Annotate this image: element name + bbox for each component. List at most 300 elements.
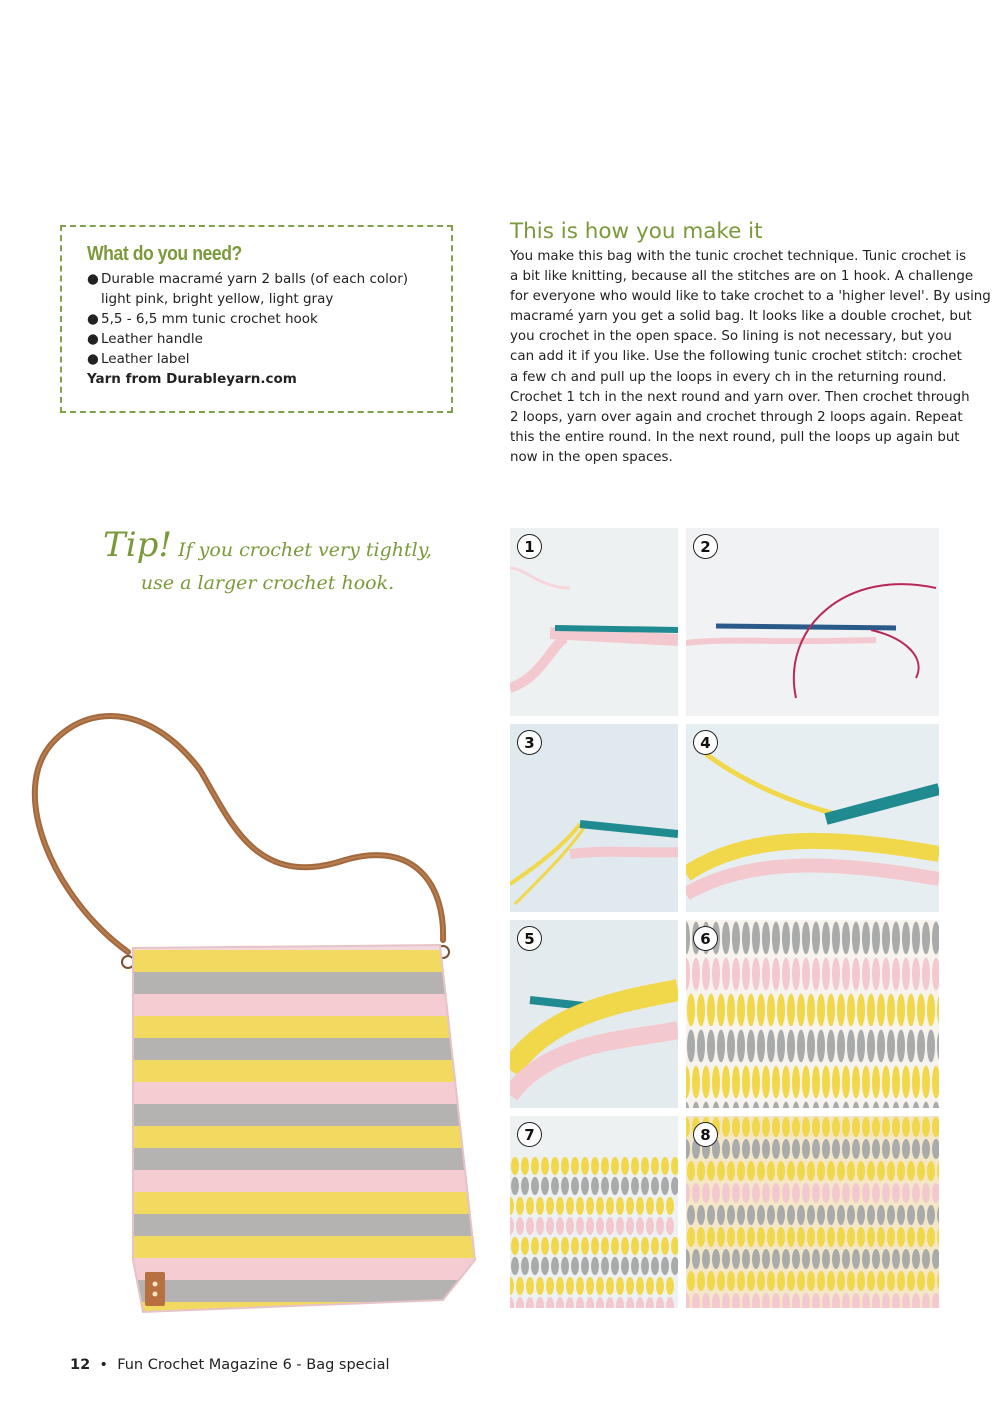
yarn-stitch	[867, 1030, 875, 1063]
yarn-stitch	[822, 1066, 830, 1099]
yarn-stitch	[687, 1227, 695, 1247]
yarn-stitch	[867, 1227, 875, 1247]
bag-stripe	[115, 1280, 490, 1302]
yarn-stitch	[822, 1183, 830, 1203]
yarn-stitch	[732, 1117, 740, 1137]
yarn-stitch	[727, 1271, 735, 1291]
yarn-stitch	[792, 1183, 800, 1203]
yarn-stitch	[661, 1237, 669, 1255]
yarn-stitch	[626, 1197, 634, 1215]
yarn-stitch	[646, 1197, 654, 1215]
yarn-stitch	[832, 1066, 840, 1099]
yarn-stitch	[882, 1249, 890, 1269]
yarn-stitch	[692, 958, 700, 991]
yarn-stitch	[797, 994, 805, 1027]
yarn-stitch	[762, 1249, 770, 1269]
yarn-stitch	[742, 1183, 750, 1203]
yarn-stitch	[616, 1277, 624, 1295]
yarn-stitch	[661, 1177, 669, 1195]
yarn-stitch	[892, 1066, 900, 1099]
yarn-stitch	[787, 1271, 795, 1291]
yarn-stitch	[511, 1157, 519, 1175]
yarn-stitch	[892, 922, 900, 955]
bag-stripe	[115, 1082, 490, 1104]
yarn-stitch	[661, 1257, 669, 1275]
yarn-stitch	[857, 994, 865, 1027]
yarn-stitch	[697, 1030, 705, 1063]
yarn-stitch	[807, 994, 815, 1027]
yarn-stitch	[852, 1117, 860, 1137]
yarn-stitch	[596, 1277, 604, 1295]
bag-stripe	[115, 950, 490, 972]
yarn-stitch	[511, 1257, 519, 1275]
yarn-stitch	[606, 1197, 614, 1215]
yarn-stitch	[922, 958, 930, 991]
yarn-stitch	[762, 1117, 770, 1137]
yarn-stitch	[847, 994, 855, 1027]
yarn-stitch	[752, 958, 760, 991]
yarn-stitch	[927, 1271, 935, 1291]
page-number: 12	[70, 1357, 91, 1373]
yarn-stitch	[601, 1157, 609, 1175]
yarn-stitch	[566, 1217, 574, 1235]
yarn-stitch	[837, 1030, 845, 1063]
yarn-stitch	[912, 1183, 920, 1203]
yarn-stitch	[887, 1205, 895, 1225]
yarn-stitch	[687, 1161, 695, 1181]
yarn-stitch	[576, 1217, 584, 1235]
yarn-stitch	[717, 994, 725, 1027]
yarn-stitch	[732, 1249, 740, 1269]
yarn-stitch	[887, 1271, 895, 1291]
yarn-stitch	[877, 1030, 885, 1063]
yarn-stitch	[742, 1139, 750, 1159]
yarn-stitch	[651, 1157, 659, 1175]
yarn-stitch	[852, 1183, 860, 1203]
yarn-stitch	[797, 1205, 805, 1225]
yarn-stitch	[561, 1157, 569, 1175]
yarn-stitch	[857, 1227, 865, 1247]
yarn-stitch	[707, 994, 715, 1027]
yarn-stitch	[792, 922, 800, 955]
yarn-stitch	[912, 1249, 920, 1269]
bag-stripe	[115, 1258, 490, 1280]
step-photo-grid	[510, 528, 939, 1308]
materials-item: ● Durable macramé yarn 2 balls (of each color)	[87, 271, 409, 287]
yarn-stitch	[606, 1217, 614, 1235]
step-number-badge: 5	[517, 926, 542, 951]
yarn-stitch	[832, 1139, 840, 1159]
yarn-stitch	[802, 1249, 810, 1269]
yarn-stitch	[536, 1277, 544, 1295]
yarn-stitch	[897, 1205, 905, 1225]
yarn-stitch	[907, 994, 915, 1027]
yarn-stitch	[692, 1249, 700, 1269]
yarn-stitch	[867, 1161, 875, 1181]
yarn-stitch	[551, 1237, 559, 1255]
bag-stripe	[115, 1038, 490, 1060]
yarn-stitch	[732, 1183, 740, 1203]
yarn-stitch	[621, 1237, 629, 1255]
yarn-stitch	[727, 1030, 735, 1063]
yarn-stitch	[817, 1030, 825, 1063]
yarn-stitch	[817, 1205, 825, 1225]
yarn-stitch	[862, 1183, 870, 1203]
yarn-stitch	[797, 1030, 805, 1063]
yarn-stitch	[702, 1183, 710, 1203]
yarn-stitch	[541, 1177, 549, 1195]
yarn-stitch	[551, 1257, 559, 1275]
yarn-stitch	[621, 1257, 629, 1275]
yarn-stitch	[717, 1271, 725, 1291]
yarn-stitch	[852, 922, 860, 955]
yarn-stitch	[892, 1183, 900, 1203]
yarn-stitch	[797, 1227, 805, 1247]
yarn-stitch	[606, 1277, 614, 1295]
bag-stripe	[115, 972, 490, 994]
yarn-stitch	[687, 1030, 695, 1063]
yarn-stitch	[827, 1271, 835, 1291]
materials-item: ● Leather handle	[87, 331, 203, 347]
yarn-stitch	[927, 1227, 935, 1247]
yarn-stitch	[641, 1257, 649, 1275]
yarn-stitch	[742, 1066, 750, 1099]
yarn-stitch	[907, 1205, 915, 1225]
yarn-stitch	[536, 1197, 544, 1215]
tip-callout	[60, 527, 475, 598]
bullet-icon: ●	[87, 271, 99, 287]
yarn-stitch	[917, 994, 925, 1027]
instructions-line: macramé yarn you get a solid bag. It looks like a double crochet, but	[510, 309, 972, 325]
yarn-stitch	[591, 1257, 599, 1275]
yarn-stitch	[656, 1217, 664, 1235]
instructions-line: for everyone who would like to take crochet to a 'higher level'. By using	[510, 289, 991, 305]
yarn-stitch	[601, 1237, 609, 1255]
yarn-stitch	[867, 1205, 875, 1225]
yarn-stitch	[727, 994, 735, 1027]
step-photo-3	[510, 724, 678, 912]
yarn-stitch	[807, 1030, 815, 1063]
yarn-stitch	[782, 1249, 790, 1269]
instructions-line: You make this bag with the tunic crochet technique. Tunic crochet is	[510, 249, 967, 264]
yarn-stitch	[717, 1030, 725, 1063]
yarn-stitch	[556, 1277, 564, 1295]
yarn-stitch	[862, 958, 870, 991]
yarn-stitch	[702, 1249, 710, 1269]
yarn-stitch	[802, 922, 810, 955]
yarn-stitch	[862, 1117, 870, 1137]
yarn-stitch	[541, 1237, 549, 1255]
step-number-badge: 8	[693, 1122, 718, 1147]
yarn-stitch	[827, 994, 835, 1027]
yarn-stitch	[516, 1277, 524, 1295]
yarn-stitch	[666, 1197, 674, 1215]
yarn-stitch	[842, 1066, 850, 1099]
yarn-stitch	[687, 994, 695, 1027]
yarn-stitch	[737, 1227, 745, 1247]
yarn-stitch	[561, 1177, 569, 1195]
yarn-stitch	[912, 1117, 920, 1137]
yarn-stitch	[862, 1249, 870, 1269]
yarn-stitch	[922, 1066, 930, 1099]
yarn-stitch	[737, 1030, 745, 1063]
yarn-stitch	[767, 1227, 775, 1247]
yarn-stitch	[747, 994, 755, 1027]
step-number-badge: 2	[693, 534, 718, 559]
yarn-stitch	[877, 1205, 885, 1225]
yarn-stitch	[917, 1205, 925, 1225]
yarn-stitch	[747, 1227, 755, 1247]
yarn-stitch	[722, 1066, 730, 1099]
yarn-stitch	[857, 1205, 865, 1225]
yarn-stitch	[927, 1161, 935, 1181]
yarn-stitch	[626, 1277, 634, 1295]
bullet-icon: ●	[87, 311, 99, 327]
yarn-stitch	[872, 958, 880, 991]
yarn-stitch	[887, 1227, 895, 1247]
yarn-stitch	[732, 1139, 740, 1159]
yarn-stitch	[837, 1161, 845, 1181]
yarn-stitch	[752, 1117, 760, 1137]
yarn-stitch	[782, 1117, 790, 1137]
yarn-stitch	[561, 1257, 569, 1275]
yarn-stitch	[591, 1177, 599, 1195]
yarn-stitch	[616, 1197, 624, 1215]
yarn-stitch	[822, 1117, 830, 1137]
yarn-stitch	[661, 1157, 669, 1175]
yarn-stitch	[521, 1177, 529, 1195]
yarn-stitch	[526, 1217, 534, 1235]
yarn-stitch	[812, 1183, 820, 1203]
yarn-stitch	[732, 922, 740, 955]
yarn-stitch	[586, 1217, 594, 1235]
yarn-stitch	[717, 1205, 725, 1225]
yarn-stitch	[636, 1277, 644, 1295]
yarn-stitch	[692, 1183, 700, 1203]
yarn-stitch	[636, 1197, 644, 1215]
yarn-stitch	[752, 1249, 760, 1269]
yarn-stitch	[516, 1197, 524, 1215]
yarn-stitch	[596, 1197, 604, 1215]
yarn-stitch	[907, 1161, 915, 1181]
yarn-stitch	[892, 1139, 900, 1159]
yarn-stitch	[777, 1271, 785, 1291]
yarn-stitch	[546, 1277, 554, 1295]
materials-title: What do you need?	[87, 243, 242, 265]
yarn-stitch	[802, 1117, 810, 1137]
yarn-stitch	[767, 1271, 775, 1291]
yarn-stitch	[737, 1271, 745, 1291]
page-footer	[70, 1357, 390, 1373]
yarn-stitch	[917, 1227, 925, 1247]
yarn-stitch	[621, 1157, 629, 1175]
yarn-stitch	[742, 958, 750, 991]
yarn-stitch	[862, 1066, 870, 1099]
yarn-stitch	[666, 1277, 674, 1295]
yarn-stitch	[551, 1157, 559, 1175]
yarn-stitch	[561, 1237, 569, 1255]
yarn-stitch	[827, 1205, 835, 1225]
yarn-stitch	[922, 1139, 930, 1159]
yarn-stitch	[872, 922, 880, 955]
yarn-stitch	[852, 1249, 860, 1269]
yarn-stitch	[687, 1271, 695, 1291]
yarn-stitch	[912, 922, 920, 955]
yarn-stitch	[651, 1237, 659, 1255]
instructions-line: this the entire round. In the next round, pull the loops up again but	[510, 429, 960, 445]
yarn-stitch	[772, 958, 780, 991]
yarn-stitch	[817, 1271, 825, 1291]
yarn-stitch	[777, 994, 785, 1027]
yarn-stitch	[802, 1066, 810, 1099]
yarn-stitch	[792, 1249, 800, 1269]
yarn-stitch	[722, 1139, 730, 1159]
leather-label	[145, 1272, 165, 1306]
yarn-stitch	[842, 1117, 850, 1137]
yarn-stitch	[782, 1139, 790, 1159]
yarn-stitch	[802, 1139, 810, 1159]
yarn-stitch	[847, 1205, 855, 1225]
yarn-stitch	[712, 1183, 720, 1203]
yarn-stitch	[842, 1183, 850, 1203]
yarn-stitch	[797, 1271, 805, 1291]
yarn-stitch	[712, 1066, 720, 1099]
yarn-stitch	[616, 1217, 624, 1235]
yarn-stitch	[772, 1249, 780, 1269]
yarn-stitch	[787, 994, 795, 1027]
bag-stripe	[115, 1016, 490, 1038]
step-number-badge: 4	[693, 730, 718, 755]
yarn-stitch	[762, 958, 770, 991]
yarn-stitch	[907, 1030, 915, 1063]
yarn-stitch	[752, 1139, 760, 1159]
step-number-badge: 3	[517, 730, 542, 755]
yarn-stitch	[737, 994, 745, 1027]
yarn-source: Yarn from Durableyarn.com	[87, 371, 297, 387]
step-photo-7	[510, 1116, 678, 1308]
yarn-stitch	[717, 1161, 725, 1181]
yarn-stitch	[777, 1161, 785, 1181]
yarn-stitch	[737, 1205, 745, 1225]
yarn-stitch	[581, 1157, 589, 1175]
instructions-text	[510, 247, 991, 468]
yarn-stitch	[872, 1117, 880, 1137]
yarn-stitch	[852, 1139, 860, 1159]
yarn-stitch	[576, 1277, 584, 1295]
yarn-stitch	[747, 1205, 755, 1225]
yarn-stitch	[742, 1249, 750, 1269]
yarn-stitch	[646, 1217, 654, 1235]
yarn-stitch	[902, 1249, 910, 1269]
yarn-stitch	[782, 1066, 790, 1099]
yarn-stitch	[782, 958, 790, 991]
yarn-stitch	[797, 1161, 805, 1181]
yarn-stitch	[697, 1271, 705, 1291]
yarn-stitch	[812, 1139, 820, 1159]
yarn-stitch	[651, 1177, 659, 1195]
yarn-stitch	[611, 1237, 619, 1255]
yarn-stitch	[526, 1277, 534, 1295]
step-photo-8	[686, 1116, 939, 1308]
yarn-stitch	[626, 1217, 634, 1235]
yarn-stitch	[812, 1249, 820, 1269]
yarn-stitch	[802, 958, 810, 991]
yarn-stitch	[556, 1217, 564, 1235]
yarn-stitch	[742, 1117, 750, 1137]
yarn-stitch	[902, 1139, 910, 1159]
yarn-stitch	[752, 1066, 760, 1099]
yarn-stitch	[862, 1139, 870, 1159]
yarn-stitch	[762, 1139, 770, 1159]
yarn-stitch	[521, 1157, 529, 1175]
yarn-stitch	[807, 1227, 815, 1247]
yarn-stitch	[631, 1257, 639, 1275]
yarn-stitch	[571, 1157, 579, 1175]
yarn-stitch	[792, 1139, 800, 1159]
yarn-stitch	[777, 1030, 785, 1063]
yarn-stitch	[727, 1205, 735, 1225]
yarn-stitch	[742, 922, 750, 955]
yarn-stitch	[807, 1161, 815, 1181]
yarn-stitch	[631, 1177, 639, 1195]
yarn-stitch	[722, 1117, 730, 1137]
yarn-stitch	[727, 1227, 735, 1247]
bag-stripe	[115, 1214, 490, 1236]
yarn-stitch	[531, 1257, 539, 1275]
yarn-stitch	[892, 958, 900, 991]
yarn-stitch	[887, 1161, 895, 1181]
yarn-stitch	[531, 1157, 539, 1175]
step-photo-1	[510, 528, 678, 716]
yarn-stitch	[566, 1277, 574, 1295]
yarn-stitch	[882, 1139, 890, 1159]
yarn-stitch	[757, 1205, 765, 1225]
materials-box	[60, 225, 453, 413]
bag-stripe	[115, 994, 490, 1016]
yarn-stitch	[571, 1237, 579, 1255]
yarn-stitch	[717, 1227, 725, 1247]
yarn-stitch	[857, 1161, 865, 1181]
yarn-stitch	[707, 1271, 715, 1291]
yarn-stitch	[651, 1257, 659, 1275]
yarn-stitch	[767, 1030, 775, 1063]
yarn-stitch	[922, 1117, 930, 1137]
yarn-stitch	[772, 1117, 780, 1137]
yarn-stitch	[882, 1117, 890, 1137]
yarn-stitch	[927, 1205, 935, 1225]
yarn-stitch	[611, 1157, 619, 1175]
yarn-stitch	[586, 1197, 594, 1215]
yarn-stitch	[772, 1183, 780, 1203]
yarn-stitch	[827, 1227, 835, 1247]
step-number-badge: 7	[517, 1122, 542, 1147]
instructions-line: you crochet in the open space. So lining is not necessary, but you	[510, 329, 952, 345]
yarn-stitch	[812, 922, 820, 955]
yarn-stitch	[591, 1157, 599, 1175]
yarn-stitch	[752, 1183, 760, 1203]
yarn-stitch	[847, 1161, 855, 1181]
yarn-stitch	[772, 922, 780, 955]
yarn-stitch	[837, 1271, 845, 1291]
instructions-line: now in the open spaces.	[510, 449, 673, 465]
yarn-stitch	[601, 1177, 609, 1195]
bag-stripe	[115, 1126, 490, 1148]
bag-stripe	[115, 1148, 490, 1170]
yarn-stitch	[912, 958, 920, 991]
yarn-stitch	[827, 1030, 835, 1063]
yarn-stitch	[521, 1237, 529, 1255]
yarn-stitch	[927, 1030, 935, 1063]
